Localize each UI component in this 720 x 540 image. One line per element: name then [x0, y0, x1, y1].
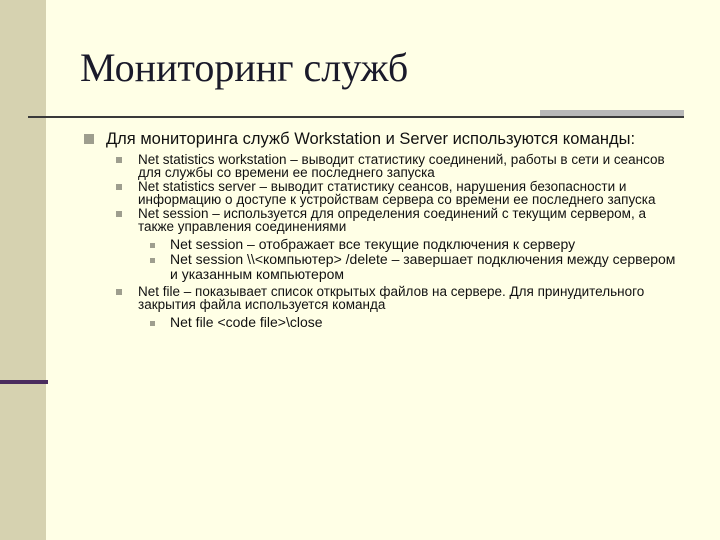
- title-rule: [28, 116, 684, 118]
- square-bullet-icon: [116, 157, 122, 163]
- slide-title: Мониторинг служб: [80, 45, 409, 90]
- sub-bullet-net-session-delete: [84, 252, 684, 282]
- main-bullet-text: Для мониторинга служб Workstation и Server используются команды:: [106, 130, 636, 148]
- main-bullet: [84, 130, 684, 149]
- sub-bullets: [84, 153, 684, 330]
- sub-bullet-net-file-close: [84, 315, 684, 330]
- bullet-net-file: [84, 285, 684, 311]
- bullet-net-session: [84, 207, 684, 233]
- square-bullet-icon: [116, 211, 122, 217]
- bullet-text: Net session – отображает все текущие подключения к серверу: [170, 236, 576, 252]
- bullet-net-statistics-workstation: [84, 153, 684, 179]
- left-decor-band: [0, 0, 46, 540]
- bullet-text: Net statistics workstation – выводит статистику соединений, работы в сети и сеансов для службы со времени ее последнего запуска: [138, 152, 665, 180]
- bullet-text: Net file – показывает список открытых файлов на сервере. Для принудительного закрытия файла используется команда: [138, 284, 645, 312]
- square-bullet-icon: [116, 289, 122, 295]
- square-bullet-icon: [84, 134, 94, 144]
- slide-content: [84, 130, 684, 330]
- sub-bullet-net-session-list: [84, 237, 684, 252]
- square-bullet-icon: [150, 258, 155, 263]
- bullet-text: Net session – используется для определения соединений с текущим сервером, а также управления соединениями: [138, 206, 646, 234]
- left-accent-bar: [0, 380, 48, 384]
- bullet-text: Net file <code file>\close: [170, 314, 323, 330]
- square-bullet-icon: [116, 184, 122, 190]
- bullet-net-statistics-server: [84, 180, 684, 206]
- square-bullet-icon: [150, 321, 155, 326]
- square-bullet-icon: [150, 243, 155, 248]
- bullet-text: Net statistics server – выводит статистику сеансов, нарушения безопасности и информацию о доступе к устройствам сервера со времени ее последнего запуска: [138, 179, 656, 207]
- bullet-text: Net session \\<компьютер> /delete – завершает подключения между сервером и указанным компьютером: [170, 251, 676, 282]
